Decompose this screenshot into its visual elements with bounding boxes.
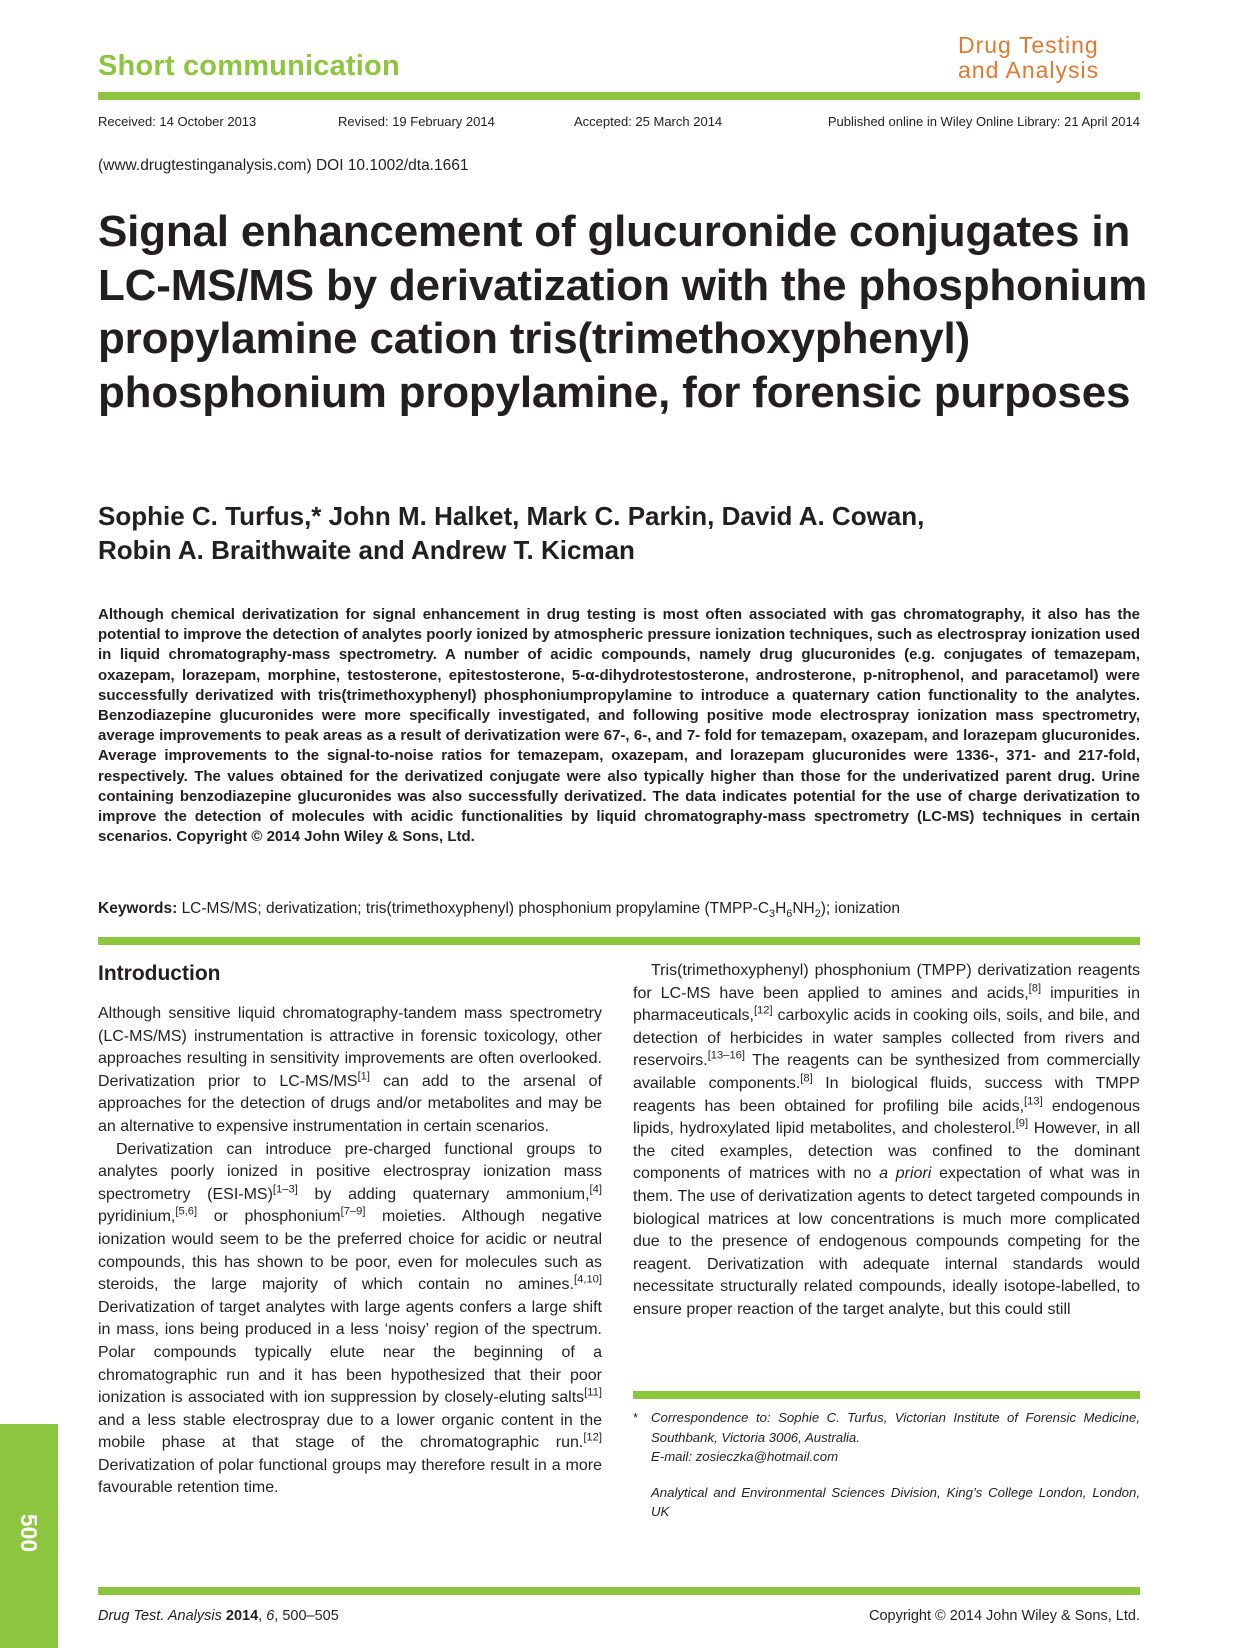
subscript: 3	[769, 908, 776, 921]
keywords-text: ); ionization	[820, 900, 900, 917]
section-label: Short communication	[98, 50, 400, 82]
keywords-text: H	[775, 900, 787, 917]
authors-line-1: Sophie C. Turfus,* John M. Halket, Mark C. Parkin, David A. Cowan,	[98, 501, 925, 531]
intro-paragraph-2: Derivatization can introduce pre-charged functional groups to analytes poorly ionized in positive electrospray ionization mass spectrometry (ESI-MS)[1–3] by adding quaternary ammonium,[4] pyridinium,[5,6] or phosphonium[7–9] moieties. Although negative ionization would seem to be the preferred choice for acidic or neutral compounds, this has shown to be poor, even for molecules such as steroids, the large majority of which contain no amines.[4,10] Derivatization of target analytes with large agents confers a large shift in mass, ions being produced in a less ‘noisy’ region of the spectrum. Polar compounds typically elute near the beginning of a chromatographic run and it has been hypothesized that their poor ionization is associated with ion suppression by closely-eluting salts[11] and a less stable electrospray due to a lower organic content in the mobile phase at that stage of the chromatographic run.[12] Derivatization of polar functional groups may therefore result in a more favourable retention time.	[98, 1140, 603, 1497]
footer-citation: Drug Test. Analysis 2014, 6, 500–505	[98, 1608, 339, 1624]
authors-line-2: Robin A. Braithwaite and Andrew T. Kicman	[98, 535, 635, 565]
citation[interactable]: [12]	[753, 1004, 773, 1017]
article-title: Signal enhancement of glucuronide conjugates in LC-MS/MS by derivatization with the phosphonium propylamine cation tris(trimethoxyphenyl) phosphonium propylamine, for forensic purposes	[98, 207, 1148, 417]
citation[interactable]: [8]	[1028, 982, 1042, 995]
keywords-text: LC-MS/MS; derivatization; tris(trimethoxyphenyl) phosphonium propylamine (TMPP-C	[181, 900, 770, 917]
page-number: 500	[16, 1513, 42, 1553]
keywords-text: NH	[792, 900, 815, 917]
citation[interactable]: [7–9]	[340, 1206, 366, 1219]
citation[interactable]: [5,6]	[175, 1206, 198, 1219]
right-column	[633, 960, 1140, 1322]
citation[interactable]: [4]	[589, 1183, 602, 1196]
citation[interactable]: [8]	[800, 1072, 813, 1085]
citation[interactable]: [13–16]	[707, 1050, 746, 1063]
citation[interactable]: [4,10]	[574, 1273, 602, 1286]
accepted-date: Accepted: 25 March 2014	[574, 114, 723, 129]
citation[interactable]: [1]	[357, 1070, 371, 1083]
introduction-heading: Introduction	[98, 962, 221, 985]
subscript: 6	[786, 908, 793, 921]
affiliation: Analytical and Environmental Sciences Division, King’s College London, London, UK	[651, 1484, 1140, 1519]
correspondence-text: Correspondence to: Sophie C. Turfus, Victorian Institute of Forensic Medicine, Southbank, Victoria 3006, Australia.	[651, 1410, 1140, 1445]
correspondence-note	[633, 1408, 1140, 1522]
journal-logo	[958, 33, 1144, 83]
footnote-marker: *	[633, 1410, 639, 1425]
keywords-label: Keywords:	[98, 900, 178, 917]
citation[interactable]: [9]	[1015, 1117, 1029, 1130]
citation[interactable]: [1–3]	[272, 1183, 298, 1196]
abstract: Although chemical derivatization for signal enhancement in drug testing is most often associated with gas chromatography, it also has the potential to improve the detection of analytes poorly ionized by atmospheric pressure ionization techniques, such as electrospray ionization used in liquid chromatography-mass spectrometry. A number of acidic compounds, namely drug glucuronides (e.g. conjugates of temazepam, oxazepam, lorazepam, morphine, testosterone, epitestosterone, 5-α-dihydrotestosterone, androsterone, p-nitrophenol, and paracetamol) were successfully derivatized with tris(trimethoxyphenyl) phosphoniumpropylamine to introduce a quaternary cation functionality to the analytes. Benzodiazepine glucuronides were more specifically investigated, and following positive mode electrospray ionization mass spectrometry, average improvements to peak areas as a result of derivatization were 67-, 6-, and 7- fold for temazepam, oxazepam, and lorazepam glucuronides. Average improvements to the signal-to-noise ratios for temazepam, oxazepam, and lorazepam glucuronides were 1336-, 371- and 217-fold, respectively. The values obtained for the derivatized conjugate were also typically higher than those for the underivatized parent drug. Urine containing benzodiazepine glucuronides was also successfully derivatized. The data indicates potential for the use of charge derivatization to improve the detection of molecules with acidic functionalities by liquid chromatography-mass spectrometry (LC-MS) techniques in certain scenarios. Copyright © 2014 John Wiley & Sons, Ltd.	[98, 606, 1140, 846]
correspondence-rule	[633, 1391, 1140, 1399]
citation[interactable]: [12]	[583, 1431, 602, 1444]
doi-line[interactable]: (www.drugtestinganalysis.com) DOI 10.1002/dta.1661	[98, 157, 469, 174]
footer-copyright: Copyright © 2014 John Wiley & Sons, Ltd.	[868, 1608, 1140, 1624]
header-rule	[98, 92, 1140, 100]
citation[interactable]: [13]	[1024, 1095, 1043, 1108]
keywords	[98, 900, 1140, 921]
journal-logo-line1: Drug Testing	[958, 32, 1099, 58]
intro-paragraph-3: Tris(trimethoxyphenyl) phosphonium (TMPP) derivatization reagents for LC-MS have been applied to amines and acids,[8] impurities in pharmaceuticals,[12] carboxylic acids in cooking oils, soils, and bile, and detection of herbicides in water samples collected from rivers and reservoirs.[13–16] The reagents can be synthesized from commercially available components.[8] In biological fluids, success with TMPP reagents has been obtained for profiling bile acids,[13] endogenous lipids, hydroxylated lipid metabolites, and cholesterol.[9] However, in all the cited examples, detection was confined to the dominant components of matrices with no a priori expectation of what was in them. The use of derivatization agents to detect targeted compounds in biological matrices at low concentrations is much more complicated due to the presence of endogenous compounds competing for the reagent. Derivatization with adequate internal standards would necessitate structurally related compounds, ideally isotope-labelled, to ensure proper reaction of the target analyte, but this could still	[633, 962, 1141, 1318]
footer-rule	[98, 1587, 1140, 1595]
intro-paragraph-1: Although sensitive liquid chromatography-tandem mass spectrometry (LC-MS/MS) instrumentation is attractive in forensic toxicology, other approaches resulting in sensitivity improvements are often overlooked. Derivatization prior to LC-MS/MS[1] can add to the arsenal of approaches for the detection of drugs and/or metabolites and may be an alternative to expensive instrumentation in certain scenarios.	[98, 1005, 603, 1135]
received-date: Received: 14 October 2013	[98, 114, 257, 129]
correspondence-email[interactable]: E-mail: zosieczka@hotmail.com	[651, 1449, 839, 1464]
journal-logo-line2: and Analysis	[958, 57, 1100, 83]
keywords-rule	[98, 937, 1140, 945]
published-date: Published online in Wiley Online Library: 21 April 2014	[827, 114, 1140, 129]
author-list	[98, 499, 1158, 567]
citation[interactable]: [11]	[584, 1386, 602, 1399]
left-column	[98, 1003, 602, 1500]
subscript: 2	[814, 908, 821, 921]
revised-date: Revised: 19 February 2014	[338, 114, 495, 129]
